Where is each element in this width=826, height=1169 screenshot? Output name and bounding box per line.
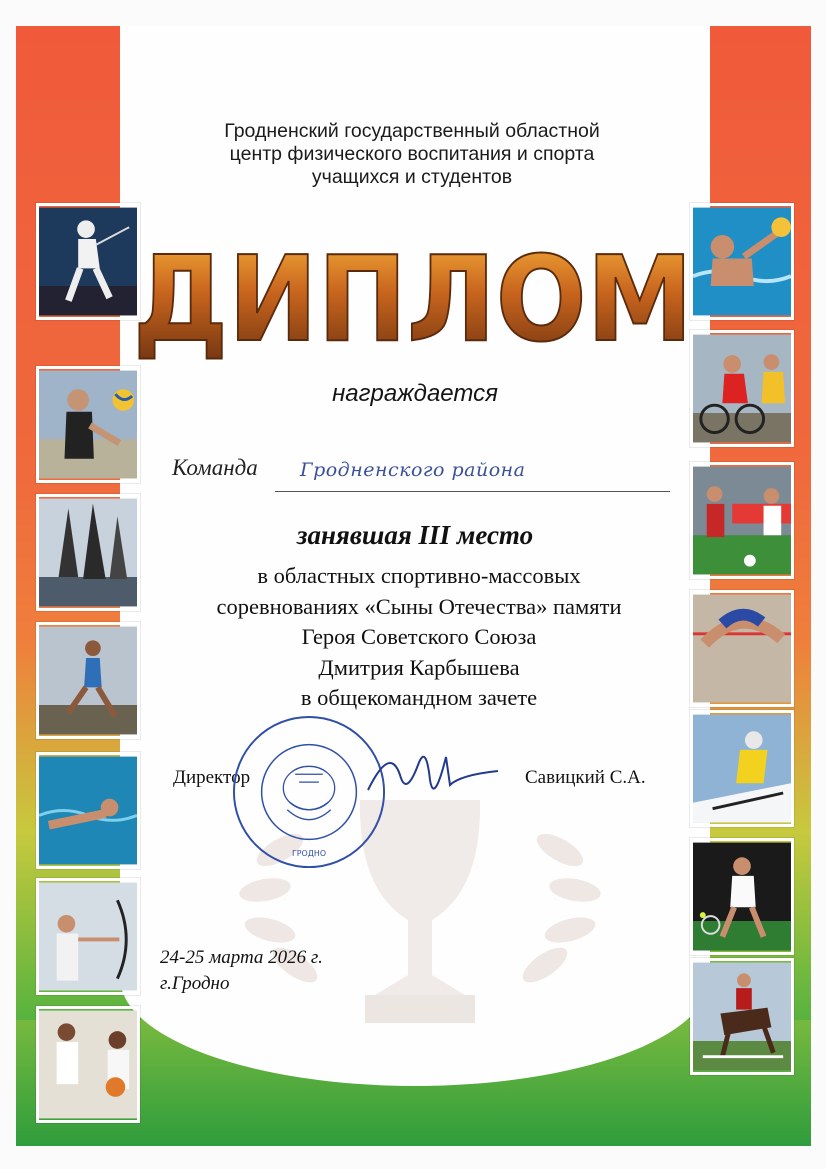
event-date: 24-25 марта 2026 г. [160,947,323,968]
team-value: Гродненского района [300,459,526,481]
description-line-1: в областных спортивно-массовых [257,563,581,588]
equestrian-icon [690,958,794,1075]
description-line-3: Героя Советского Союза [301,624,537,649]
organization-line-2: центр физического воспитания и спорта [229,143,595,165]
director-label: Директор [173,767,251,788]
director-name: Савицкий С.А. [525,767,646,788]
tennis-icon [690,838,794,955]
organization-line-3: учащихся и студентов [311,166,513,188]
place-text: занявшая III место [296,520,534,550]
archery-icon [36,878,140,995]
skiing-icon [690,710,794,827]
event-city: г.Гродно [160,973,230,994]
organization-name [170,120,654,189]
description-line-4: Дмитрия Карбышева [318,654,520,680]
diploma-title-text: ДИПЛОМ [133,240,693,360]
description-line-5: в общекомандном зачете [300,685,538,710]
sailing-icon [36,494,140,611]
swimming-icon [36,752,140,869]
team-label: Команда [172,455,258,480]
event-date-block [160,945,323,997]
description-line-2: соревнованиях «Сыны Отечества» памяти [216,593,622,619]
competition-description [160,561,678,714]
football-icon [690,462,794,579]
volleyball-icon [36,366,140,483]
director-signature [360,735,500,815]
high-jump-icon [690,590,794,707]
diploma-title [118,240,708,360]
running-icon [36,622,140,739]
basketball-icon [36,1006,140,1123]
team-underline [275,491,670,492]
awarded-text: награждается [332,380,498,407]
organization-line-1: Гродненский государственный областной [224,120,600,142]
svg-text:ГРОДНО: ГРОДНО [291,849,327,859]
